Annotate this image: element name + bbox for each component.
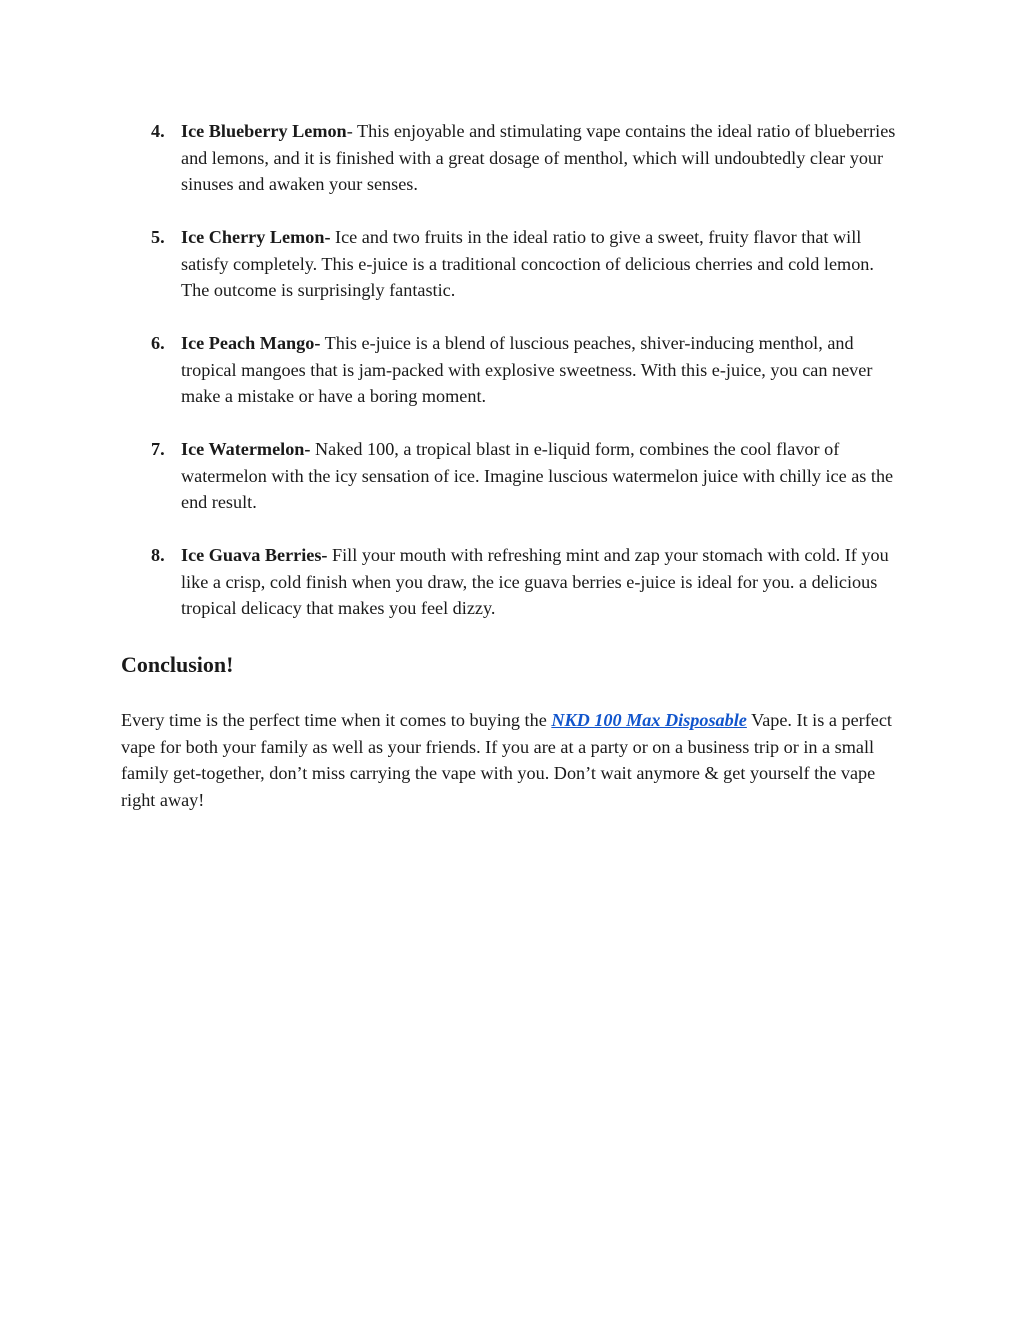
- list-item-ice-peach-mango: [121, 330, 901, 410]
- flavor-name: Ice Blueberry Lemon: [181, 121, 347, 141]
- flavor-name: Ice Guava Berries-: [181, 545, 328, 565]
- flavor-name: Ice Peach Mango-: [181, 333, 321, 353]
- list-item-ice-cherry-lemon: [121, 224, 901, 304]
- product-link[interactable]: NKD 100 Max Disposable: [551, 710, 747, 730]
- flavor-name: Ice Watermelon-: [181, 439, 311, 459]
- list-item-ice-blueberry-lemon: [121, 118, 901, 198]
- list-item-ice-guava-berries: [121, 542, 901, 622]
- conclusion-text-start: Every time is the perfect time when it comes to buying the: [121, 710, 552, 730]
- list-item-number: 7.: [151, 439, 165, 459]
- conclusion-text-end: Vape. It is a perfect vape for both your family as well as your friends. If you are at a party or on a business trip or in a small family get-together, don’t miss carrying the vape with you. Don’t wait anymore & get yourself the vape right away!: [121, 710, 892, 810]
- list-item-number: 6.: [151, 333, 165, 353]
- flavor-description: Naked 100, a tropical blast in e-liquid form, combines the cool flavor of watermelon with the icy sensation of ice. Imagine luscious watermelon juice with chilly ice as the end result.: [181, 439, 894, 512]
- flavor-description: Fill your mouth with refreshing mint and zap your stomach with cold. If you like a crisp, cold finish when you draw, the ice guava berries e-juice is ideal for you. a delicious tropical delicacy that makes you feel dizzy.: [181, 545, 889, 618]
- flavor-description: - This enjoyable and stimulating vape contains the ideal ratio of blueberries and lemons, and it is finished with a great dosage of menthol, which will undoubtedly clear your sinuses and awaken your senses.: [181, 121, 896, 194]
- flavor-description: This e-juice is a blend of luscious peaches, shiver-inducing menthol, and tropical mangoes that is jam-packed with explosive sweetness. With this e-juice, you can never make a mistake or have a boring moment.: [181, 333, 873, 406]
- list-item-number: 5.: [151, 227, 165, 247]
- conclusion-paragraph: [121, 707, 903, 813]
- conclusion-heading: Conclusion!: [121, 652, 234, 677]
- list-item-number: 8.: [151, 545, 165, 565]
- flavor-description: Ice and two fruits in the ideal ratio to give a sweet, fruity flavor that will satisfy completely. This e-juice is a traditional concoction of delicious cherries and cold lemon. The outcome is surprisingly fantastic.: [181, 227, 874, 300]
- list-item-ice-watermelon: [121, 436, 901, 516]
- flavor-list: [121, 118, 901, 648]
- list-item-number: 4.: [151, 121, 165, 141]
- flavor-name: Ice Cherry Lemon-: [181, 227, 331, 247]
